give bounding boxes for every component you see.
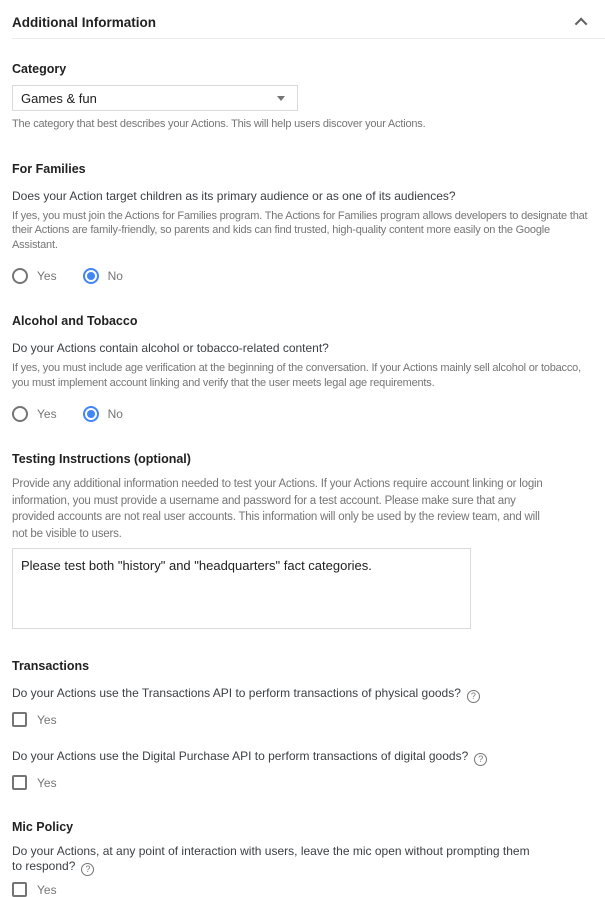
caret-down-icon [277,96,285,101]
question-text: Do your Actions, at any point of interaction with users, leave the mic open without prompting them to respond? [12,844,530,873]
radio-label: No [107,407,123,421]
chevron-up-icon[interactable] [575,18,588,31]
mic-policy-question [12,844,540,876]
radio-icon[interactable] [12,406,28,422]
alcohol-tobacco-helper-text: If yes, you must include age verification at the beginning of the conversation. If your Actions mainly sell alcohol or tobacco, you must implement account linking and verify that the user meets legal age requirements. [12,362,581,389]
radio-icon[interactable] [83,406,99,422]
for-families-radio-group [12,268,597,284]
category-select[interactable] [12,85,298,111]
for-families-radio-no[interactable] [83,268,123,284]
mic-policy-heading: Mic Policy [12,820,74,834]
radio-icon[interactable] [12,268,28,284]
alcohol-tobacco-heading: Alcohol and Tobacco [12,314,138,328]
transactions-physical-checkbox-row[interactable] [12,712,597,727]
panel-header [12,0,597,30]
testing-instructions-helper-text: Provide any additional information needed to test your Actions. If your Actions require account linking or login information, you must provide a username and password for a test account. Please make sure that any provided accounts are not real user accounts. This information will only be used by the review team, and will not be visible to users. [12,478,543,540]
transactions-digital-checkbox-row[interactable] [12,775,597,790]
question-text: Do your Actions use the Digital Purchase API to perform transactions of digital goods? [12,749,469,763]
question-text: Do your Actions use the Transactions API to perform transactions of physical goods? [12,686,461,700]
testing-instructions-heading: Testing Instructions (optional) [12,452,191,466]
category-label: Category [12,62,67,76]
for-families-radio-yes[interactable] [12,268,57,284]
for-families-helper-text: If yes, you must join the Actions for Families program. The Actions for Families program allows developers to designate that their Actions are family-friendly, so parents and kids can find trusted, high-quality content more easily on the Google Assistant. [12,209,588,251]
checkbox-label: Yes [37,775,57,790]
radio-label: Yes [37,269,57,283]
help-icon[interactable]: ? [81,863,94,876]
category-helper-text: The category that best describes your Actions. This will help users discover your Actions. [12,118,426,130]
category-selected-value: Games & fun [21,90,97,106]
for-families-question: Does your Action target children as its primary audience or as one of its audiences? [12,188,456,203]
checkbox-label: Yes [37,882,57,897]
radio-label: Yes [37,407,57,421]
transactions-digital-question [12,749,597,766]
radio-icon[interactable] [83,268,99,284]
mic-policy-checkbox-row[interactable] [12,882,597,897]
alcohol-tobacco-radio-group [12,406,597,422]
checkbox-icon[interactable] [12,712,27,727]
panel-title: Additional Information [12,15,156,30]
alcohol-tobacco-question: Do your Actions contain alcohol or tobacco-related content? [12,341,329,355]
help-icon[interactable]: ? [467,690,480,703]
header-divider [12,38,605,39]
checkbox-icon[interactable] [12,882,27,897]
for-families-heading: For Families [12,161,86,176]
help-icon[interactable]: ? [474,753,487,766]
transactions-physical-question [12,686,597,703]
radio-label: No [107,269,123,283]
alcohol-tobacco-radio-yes[interactable] [12,406,57,422]
testing-instructions-input[interactable] [12,548,471,629]
checkbox-icon[interactable] [12,775,27,790]
transactions-heading: Transactions [12,659,90,673]
alcohol-tobacco-radio-no[interactable] [83,406,123,422]
checkbox-label: Yes [37,712,57,727]
